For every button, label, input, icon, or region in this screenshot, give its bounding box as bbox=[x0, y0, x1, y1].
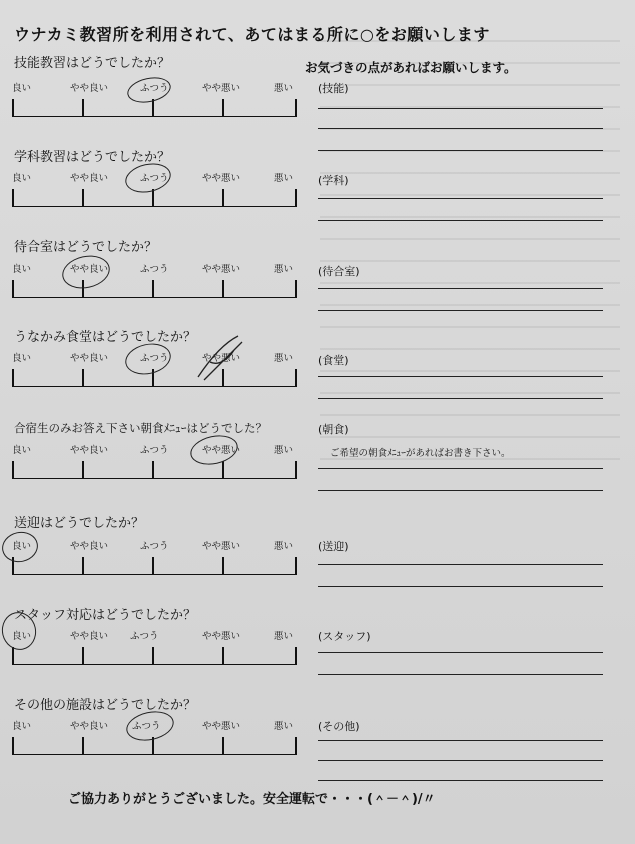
comment-line[interactable] bbox=[318, 740, 603, 741]
scale-label-fairly-good: やや良い bbox=[70, 83, 109, 94]
rating-scale-staff[interactable] bbox=[12, 628, 297, 665]
scale-label-average: ふつう bbox=[140, 541, 169, 552]
scale-label-fairly-bad: やや悪い bbox=[202, 445, 241, 456]
question-shuttle: 送迎はどうでしたか？ bbox=[14, 516, 145, 531]
scale-label-fairly-bad: やや悪い bbox=[202, 83, 241, 94]
bleed-through-texture bbox=[320, 40, 620, 460]
scale-label-fairly-good: やや良い bbox=[70, 541, 109, 552]
comment-label-waiting-room: (待合室) bbox=[318, 265, 360, 278]
scale-label-average: ふつう bbox=[140, 83, 169, 94]
question-waiting-room: 待合室はどうでしたか？ bbox=[14, 240, 158, 255]
comment-line[interactable] bbox=[318, 128, 603, 129]
scale-label-bad: 悪い bbox=[274, 173, 294, 184]
scale-label-fairly-bad: やや悪い bbox=[202, 264, 241, 275]
comment-line[interactable] bbox=[318, 490, 603, 491]
comment-label-staff: (スタッフ) bbox=[318, 630, 371, 643]
question-cafeteria: うなかみ食堂はどうでしたか？ bbox=[14, 330, 197, 345]
scale-label-average: ふつう bbox=[130, 631, 159, 642]
scale-label-fairly-good: やや良い bbox=[70, 631, 109, 642]
scale-label-fairly-bad: やや悪い bbox=[202, 631, 241, 642]
question-other-facilities: その他の施設はどうでしたか？ bbox=[14, 698, 197, 713]
scribble-mark bbox=[190, 332, 250, 387]
question-breakfast: 合宿生のみお答え下さい朝食ﾒﾆｭｰはどうでした？ bbox=[14, 421, 267, 435]
comment-line[interactable] bbox=[318, 398, 603, 399]
scale-label-bad: 悪い bbox=[274, 264, 294, 275]
scale-label-fairly-bad: やや悪い bbox=[202, 721, 241, 732]
comment-label-classroom: (学科) bbox=[318, 174, 349, 187]
scale-label-fairly-good: やや良い bbox=[70, 173, 109, 184]
comment-line[interactable] bbox=[318, 586, 603, 587]
scale-label-bad: 悪い bbox=[274, 541, 294, 552]
survey-title: ウナカミ教習所を利用されて、あてはまる所に○をお願いします bbox=[14, 25, 490, 44]
scale-label-average: ふつう bbox=[140, 353, 169, 364]
comment-line[interactable] bbox=[318, 288, 603, 289]
comment-label-other: (その他) bbox=[318, 720, 360, 733]
comment-line[interactable] bbox=[318, 150, 603, 151]
scale-label-good: 良い bbox=[12, 631, 32, 642]
scale-label-good: 良い bbox=[12, 721, 32, 732]
breakfast-menu-hint: ご希望の朝食ﾒﾆｭｰがあればお書き下さい。 bbox=[330, 448, 511, 459]
comment-line[interactable] bbox=[318, 674, 603, 675]
scale-label-fairly-bad: やや悪い bbox=[202, 353, 241, 364]
comment-line[interactable] bbox=[318, 468, 603, 469]
comment-line[interactable] bbox=[318, 760, 603, 761]
scale-label-fairly-good: やや良い bbox=[70, 353, 109, 364]
comment-line[interactable] bbox=[318, 564, 603, 565]
scale-label-average: ふつう bbox=[140, 445, 169, 456]
scale-label-average: ふつう bbox=[140, 173, 169, 184]
scale-label-good: 良い bbox=[12, 541, 32, 552]
scale-label-bad: 悪い bbox=[274, 445, 294, 456]
rating-scale-breakfast[interactable] bbox=[12, 442, 297, 479]
question-skill: 技能教習はどうでしたか？ bbox=[14, 56, 171, 71]
scale-label-fairly-good: やや良い bbox=[70, 721, 109, 732]
comment-line[interactable] bbox=[318, 198, 603, 199]
comment-label-skill: (技能) bbox=[318, 82, 349, 95]
scale-label-bad: 悪い bbox=[274, 721, 294, 732]
scale-label-good: 良い bbox=[12, 445, 32, 456]
scale-label-fairly-good: やや良い bbox=[70, 264, 109, 275]
scale-label-bad: 悪い bbox=[274, 83, 294, 94]
scale-label-good: 良い bbox=[12, 83, 32, 94]
scale-label-fairly-bad: やや悪い bbox=[202, 541, 241, 552]
scale-label-bad: 悪い bbox=[274, 353, 294, 364]
scale-label-good: 良い bbox=[12, 173, 32, 184]
comment-line[interactable] bbox=[318, 220, 603, 221]
thank-you-footer: ご協力ありがとうございました。安全運転で・・・(＾－＾)/〃 bbox=[68, 792, 436, 807]
scale-label-good: 良い bbox=[12, 353, 32, 364]
comment-label-cafeteria: (食堂) bbox=[318, 354, 349, 367]
question-classroom: 学科教習はどうでしたか？ bbox=[14, 150, 171, 165]
comment-line[interactable] bbox=[318, 376, 603, 377]
question-staff: スタッフ対応はどうでしたか？ bbox=[14, 608, 197, 623]
scale-label-bad: 悪い bbox=[274, 631, 294, 642]
scale-label-good: 良い bbox=[12, 264, 32, 275]
scale-label-fairly-bad: やや悪い bbox=[202, 173, 241, 184]
comment-line[interactable] bbox=[318, 780, 603, 781]
comment-label-breakfast: (朝食) bbox=[318, 423, 349, 436]
rating-scale-waiting-room[interactable] bbox=[12, 261, 297, 298]
scale-label-average: ふつう bbox=[132, 721, 161, 732]
comment-label-shuttle: (送迎) bbox=[318, 540, 349, 553]
comment-line[interactable] bbox=[318, 310, 603, 311]
rating-scale-shuttle[interactable] bbox=[12, 538, 297, 575]
scale-label-fairly-good: やや良い bbox=[70, 445, 109, 456]
comments-heading: お気づきの点があればお願いします。 bbox=[305, 60, 517, 75]
scale-label-average: ふつう bbox=[140, 264, 169, 275]
comment-line[interactable] bbox=[318, 108, 603, 109]
comment-line[interactable] bbox=[318, 652, 603, 653]
